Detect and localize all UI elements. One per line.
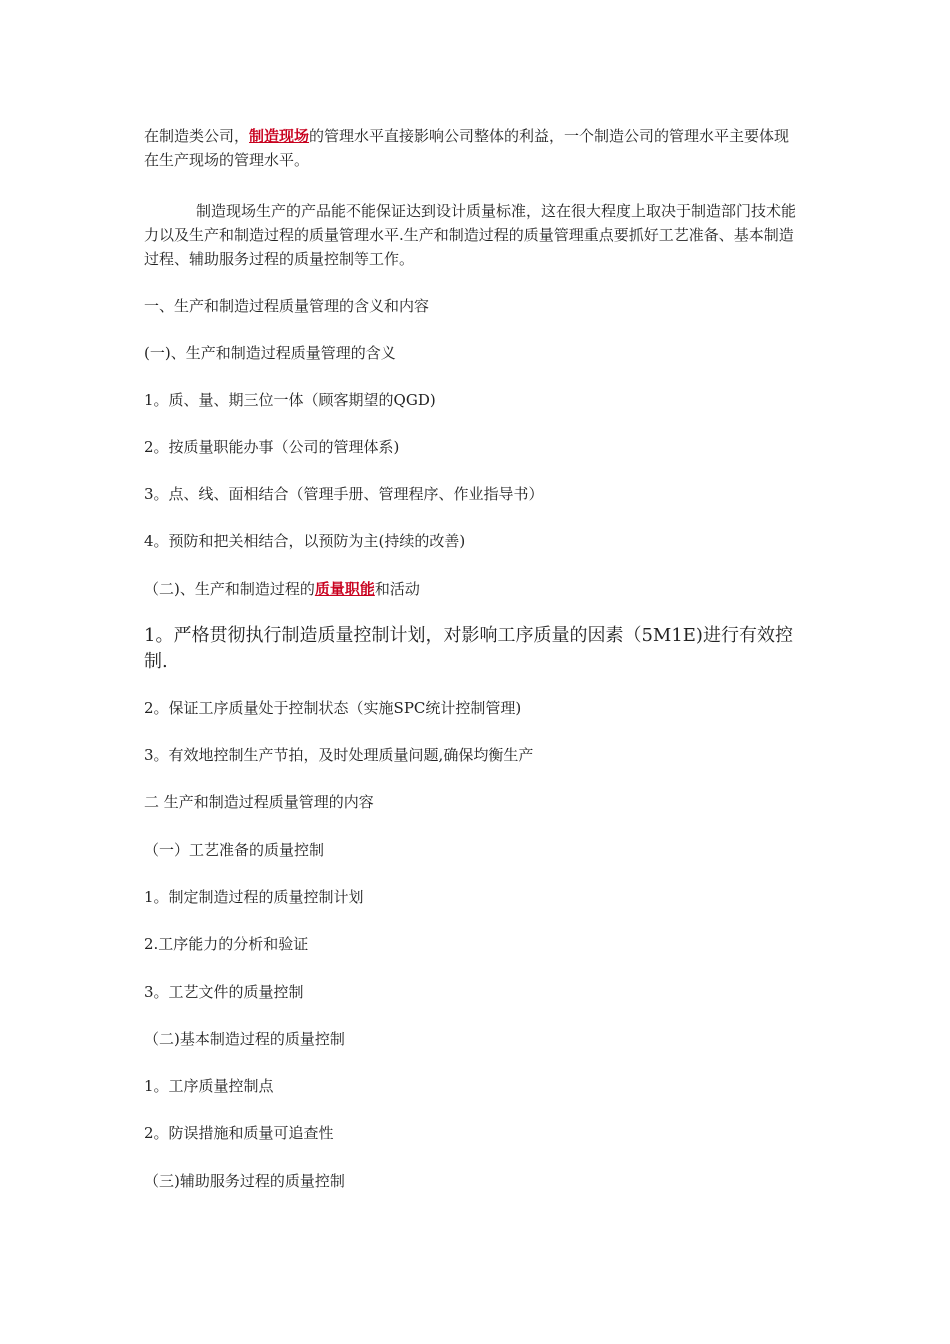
list-item: 1。质、量、期三位一体（顾客期望的QGD) [144, 391, 436, 409]
section-1-sub-1-title: (一)、生产和制造过程质量管理的含义 [144, 344, 396, 362]
keyword-link-quality-function[interactable]: 质量职能 [314, 580, 375, 598]
list-item: 1。工序质量控制点 [144, 1077, 274, 1095]
section-1-title: 一、生产和制造过程质量管理的含义和内容 [144, 297, 430, 315]
section-2-title: 二 生产和制造过程质量管理的内容 [144, 793, 374, 811]
sub-2-title-before: （二)、生产和制造过程的 [144, 580, 315, 598]
list-item: 3。有效地控制生产节拍，及时处理质量问题,确保均衡生产 [144, 746, 534, 764]
intro-text-before: 在制造类公司， [144, 127, 250, 145]
section-2-sub-3-title: （三)辅助服务过程的质量控制 [144, 1172, 345, 1190]
intro-paragraph [144, 124, 804, 172]
section-2-sub-2-title: （二)基本制造过程的质量控制 [144, 1030, 345, 1048]
paragraph-2: 制造现场生产的产品能不能保证达到设计质量标准，这在很大程度上取决于制造部门技术能力以及生产和制造过程的质量管理水平.生产和制造过程的质量管理重点要抓好工艺准备、基本制造过程、辅助服务过程的质量控制等工作。 [144, 202, 797, 268]
list-item: 2。防误措施和质量可追查性 [144, 1124, 334, 1142]
list-item-large: 1。严格贯彻执行制造质量控制计划，对影响工序质量的因素（5M1E)进行有效控制. [144, 625, 793, 672]
list-item: 3。工艺文件的质量控制 [144, 983, 304, 1001]
sub-2-title-after: 和活动 [374, 580, 420, 598]
list-item: 2。按质量职能办事（公司的管理体系) [144, 438, 400, 456]
list-item: 1。制定制造过程的质量控制计划 [144, 888, 364, 906]
section-2-sub-1-title: （一）工艺准备的质量控制 [144, 841, 325, 859]
list-item: 3。点、线、面相结合（管理手册、管理程序、作业指导书） [144, 485, 544, 503]
section-1-sub-2-title [144, 577, 804, 601]
keyword-link-manufacturing-site[interactable]: 制造现场 [249, 127, 310, 145]
list-item: 4。预防和把关相结合，以预防为主(持续的改善) [144, 532, 466, 550]
intro-text-after: 的管理水平直接影响公司整体的利益，一个制造公司的管理水平主要体现在生产现场的管理水平。 [144, 127, 790, 169]
list-item: 2.工序能力的分析和验证 [144, 935, 309, 953]
list-item: 2。保证工序质量处于控制状态（实施SPC统计控制管理) [144, 699, 522, 717]
